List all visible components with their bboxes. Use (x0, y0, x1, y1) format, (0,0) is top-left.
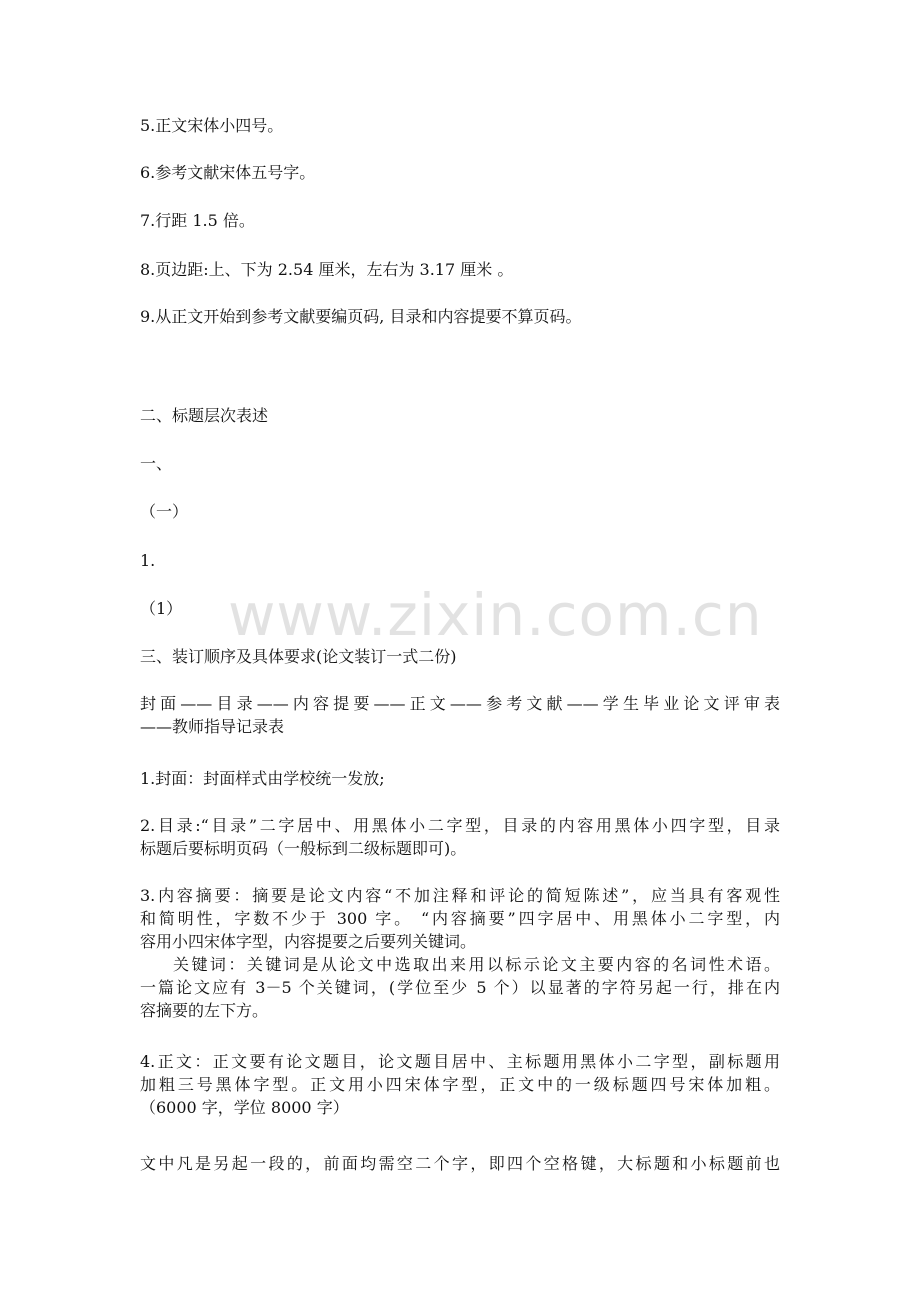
abstract-item (140, 884, 780, 1022)
binding-order-paragraph (140, 692, 780, 738)
heading-level-3-example: 1. (140, 551, 156, 570)
paragraph-indent-line: 文中凡是另起一段的，前面均需空二个字，即四个空格键，大标题和小标题前也 (140, 1154, 780, 1173)
body-text-item (140, 1050, 780, 1119)
body-text-line: 4.正文：正文要有论文题目，论文题目居中、主标题用黑体小二字型，副标题用 (140, 1052, 780, 1071)
cover-item: 1.封面：封面样式由学校统一发放; (140, 769, 385, 788)
heading-level-4-example: （1） (140, 599, 183, 618)
rule-line-7: 7.行距 1.5 倍。 (140, 211, 255, 230)
heading-level-2-example: （一） (140, 502, 189, 521)
rule-line-6: 6.参考文献宋体五号字。 (140, 163, 316, 182)
rule-line-8: 8.页边距:上、下为 2.54 厘米，左右为 3.17 厘米 。 (140, 260, 514, 279)
toc-item-line: 2.目录:“目录”二字居中、用黑体小二字型，目录的内容用黑体小四字型，目录 (140, 816, 780, 835)
heading-level-1-example: 一、 (140, 454, 173, 473)
toc-item (140, 814, 780, 860)
toc-item-line: 标题后要标明页码（一般标到二级标题即可)。 (140, 839, 467, 858)
section-heading-3: 三、装订顺序及具体要求(论文装订一式二份) (140, 647, 457, 666)
rule-line-5: 5.正文宋体小四号。 (140, 116, 284, 135)
binding-order-line: 封面——目录——内容提要——正文——参考文献——学生毕业论文评审表 (140, 694, 780, 713)
body-text-line: 加粗三号黑体字型。正文用小四宋体字型，正文中的一级标题四号宋体加粗。 (140, 1075, 780, 1094)
binding-order-line: ——教师指导记录表 (140, 717, 285, 736)
keywords-line: 一篇论文应有 3－5 个关键词，(学位至少 5 个）以显著的字符另起一行，排在内 (140, 978, 780, 997)
keywords-line: 容摘要的左下方。 (140, 1001, 269, 1020)
body-text-line: （6000 字，学位 8000 字） (140, 1098, 349, 1117)
section-heading-2: 二、标题层次表述 (140, 406, 269, 425)
watermark: www.zixin.com.cn (228, 581, 763, 649)
rule-line-9: 9.从正文开始到参考文献要编页码, 目录和内容提要不算页码。 (140, 307, 582, 326)
abstract-item-line: 3.内容摘要：摘要是论文内容“不加注释和评论的简短陈述”，应当具有客观性 (140, 886, 780, 905)
abstract-item-line: 容用小四宋体字型，内容提要之后要列关键词。 (140, 932, 477, 951)
paragraph-indent-note (140, 1152, 780, 1175)
keywords-line: 关键词：关键词是从论文中选取出来用以标示论文主要内容的名词性术语。 (173, 955, 780, 974)
abstract-item-line: 和简明性，字数不少于 300 字。 “内容摘要”四字居中、用黑体小二字型，内 (140, 909, 780, 928)
